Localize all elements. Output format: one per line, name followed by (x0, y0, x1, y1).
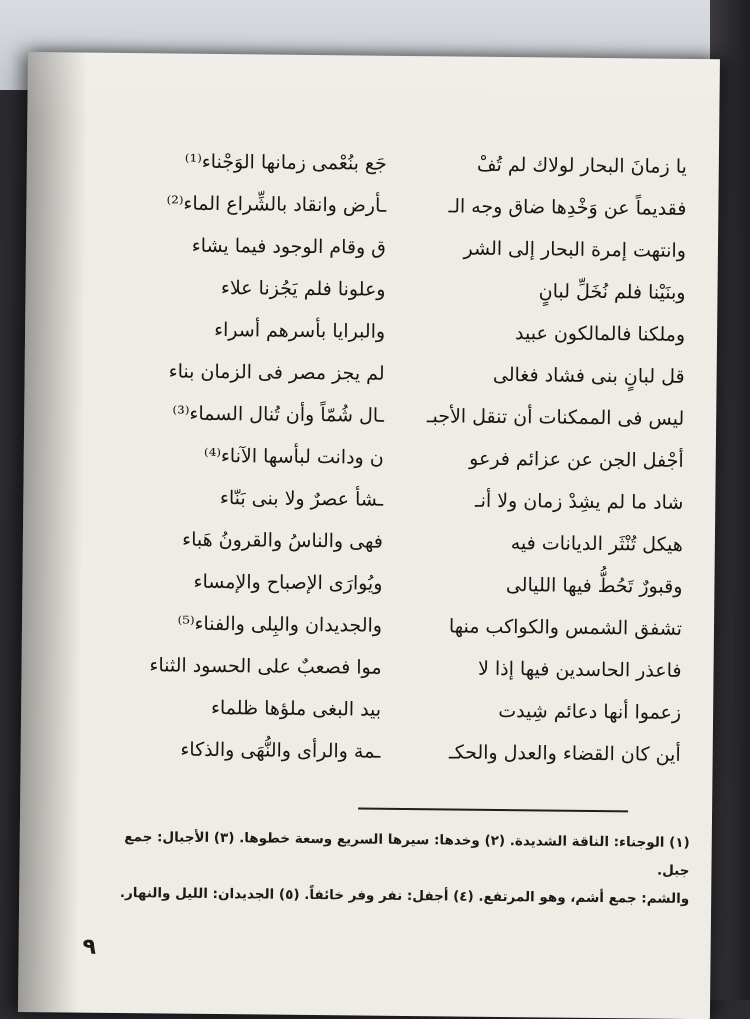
verse-second-hemistich: وعلونا فلم يَجُزنا علاء (220, 277, 386, 301)
verse-row (84, 393, 684, 439)
page-number: ٩ (82, 934, 97, 960)
verse-row (83, 519, 683, 565)
verse-second-hemistich: والجديدان والبِلى والفناء⁽⁵⁾ (177, 612, 383, 637)
poem (87, 141, 687, 766)
verse-row (81, 687, 681, 733)
verse-first-hemistich: فاعذر الحاسدين فيها إذا لا (477, 657, 682, 682)
verse-second-hemistich: والبرايا بأسرهم أسراء (214, 318, 386, 343)
verse-row (84, 435, 684, 481)
verse-second-hemistich: ـمة والرأى والنُّهَى والذكاء (180, 738, 381, 763)
verse-first-hemistich: أين كان القضاء والعدل والحكـ (448, 741, 681, 766)
verse-second-hemistich: موا فصعبٌ على الحسود الثناء (149, 654, 382, 679)
verse-second-hemistich: ـشأ عصرٌ ولا بنى بَنّاء (219, 487, 384, 511)
verse-row (82, 561, 682, 607)
verse-second-hemistich: جَع بنُعْمى زمانها الوَجْناء⁽¹⁾ (184, 150, 387, 175)
verse-first-hemistich: ليس فى الممكنات أن تنقل الأجبـ (426, 405, 685, 430)
verse-second-hemistich: ق وقام الوجود فيما يشاء (191, 234, 387, 259)
verse-first-hemistich: يا زمانَ البحار لولاك لم تُفْ (476, 153, 687, 178)
verse-second-hemistich: لم يجز مصر فى الزمان بناء (168, 360, 385, 385)
verse-row (85, 267, 685, 313)
verse-row (86, 225, 686, 271)
footnote-line: والشم: جمع أشم، وهو المرتفع. (٤) أجفل: نفر وفر خائفاً. (٥) الجديدان: الليل والنهار. (119, 885, 690, 907)
verse-second-hemistich: ن ودانت لبأسها الآناء⁽⁴⁾ (203, 444, 384, 469)
verse-first-hemistich: هيكل تُنْثَر الديانات فيه (510, 532, 683, 556)
verse-first-hemistich: أجْفل الجن عن عزائم فرعو (469, 447, 684, 472)
verse-first-hemistich: شاد ما لم يشِدْ زمان ولا أنـ (474, 489, 684, 514)
verse-first-hemistich: تشفق الشمس والكواكب منها (448, 615, 683, 640)
verse-row (87, 141, 687, 187)
verse-row (83, 477, 683, 523)
book-page (18, 52, 720, 1019)
footnote-line: (١) الوجناء: الناقة الشديدة. (٢) وخدها: سيرها السريع وسعة خطوها. (٣) الأجبال: جمع جبل. (124, 829, 690, 879)
verse-row (86, 183, 686, 229)
footnote-separator (358, 807, 628, 812)
verse-second-hemistich: ـال شُمّاً وأن تُنال السماء⁽³⁾ (172, 402, 385, 427)
verse-row (82, 603, 682, 649)
verse-first-hemistich: زعموا أنها دعائم شِيدت (498, 699, 682, 724)
verse-second-hemistich: ـأرض وانقاد بالشِّراع الماء⁽²⁾ (166, 192, 387, 217)
verse-row (84, 351, 684, 397)
verse-first-hemistich: وملكنا فالمالكون عبيد (514, 322, 686, 346)
verse-first-hemistich: وقبورٌ تَحُطُّ فيها الليالى (505, 574, 683, 598)
verse-second-hemistich: بيد البغى ملؤها ظلماء (210, 696, 382, 721)
verse-row (81, 645, 681, 691)
verse-first-hemistich: وبنَيْنا فلم نُخَلِّ لبانٍ (538, 280, 686, 304)
verse-first-hemistich: فقديماً عن وَخْدِها ضاق وجه الـ (448, 195, 687, 220)
verse-second-hemistich: فهى والناسُ والقرونُ هَباء (182, 528, 384, 553)
verse-first-hemistich: قل لبانٍ بنى فشاد فغالى (492, 363, 685, 388)
verse-second-hemistich: ويُوارَى الإصباح والإمساء (193, 570, 383, 595)
footnotes (89, 823, 690, 913)
verse-row (80, 729, 680, 775)
verse-row (85, 309, 685, 355)
verse-first-hemistich: وانتهت إمرة البحار إلى الشر (463, 237, 687, 262)
